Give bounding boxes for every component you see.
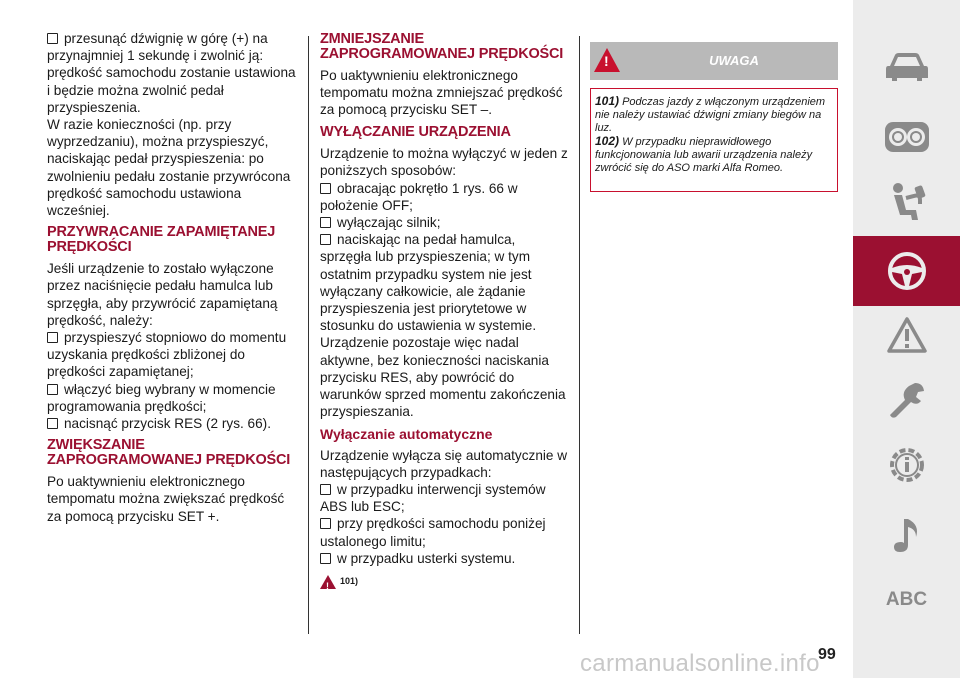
car-icon[interactable] [853,32,960,102]
warning-note: 102) W przypadku nieprawidłowego funkcjonowania lub awarii urządzenia należy zwrócić się do ASO marki Alfa Romeo. [595,134,813,174]
list-item: włączyć bieg wybrany w momencie programowania prędkości; [47,381,276,414]
section-heading: WYŁĄCZANIE URZĄDZENIA [320,123,511,140]
bullet-box-icon [47,332,58,343]
bullet-box-icon [47,418,58,429]
list-item: w przypadku interwencji systemów ABS lub ESC; [320,481,546,515]
dashboard-icon[interactable] [853,102,960,172]
middle-column [320,30,570,590]
bullet-box-icon [47,384,58,395]
page-number: 99 [818,646,836,663]
list-item: przy prędkości samochodu poniżej ustalonego limitu; [320,516,546,549]
music-note-icon[interactable] [853,500,960,570]
list-item: przyspieszyć stopniowo do momentu uzyskania prędkości zbliżonej do prędkości zapamiętanej; [47,330,287,380]
list-item: przesunąć dźwignię w górę (+) na przynajmniej 1 sekundę i zwolnić ją: prędkość samochodu zostanie ustawiona i będzie można zwolnić pedał przyspieszenia. [47,31,296,115]
warning-icon[interactable] [853,300,960,370]
column-divider [579,36,580,634]
paragraph: Po uaktywnieniu elektronicznego tempomatu można zmniejszać prędkość za pomocą przycisku SET –. [320,68,563,118]
warning-panel [590,42,838,192]
bullet-box-icon [320,234,331,245]
subsection-heading: Wyłączanie automatyczne [320,426,493,443]
info-gear-icon[interactable] [853,430,960,500]
seat-safety-icon[interactable] [853,167,960,237]
bullet-box-icon [47,33,58,44]
wrench-icon[interactable] [853,365,960,435]
warning-title: UWAGA [709,53,759,68]
list-item: naciskając na pedał hamulca, sprzęgła lub przyspieszenia; w tym ostatnim przypadku system nie jest wyłączany całkowicie, ale żądanie przyspieszenia jest priorytetowe w stosunku do ustawienia w systemie. Urządzenie pozostaje więc nadal aktywne, bez konieczności naciskania przycisku RES, aby powrócić do warunków sprzed momentu zakończenia przyspieszania. [320,232,566,420]
warning-header [590,42,838,80]
chapter-sidebar [853,0,960,678]
warning-icon: ! [320,575,336,589]
paragraph: Urządzenie to można wyłączyć w jeden z poniższych sposobów: [320,146,568,179]
abc-index-button[interactable]: ABC [885,589,928,610]
warning-note: 101) Podczas jazdy z włączonym urządzeniem nie należy ustawiać dźwigni zmiany biegów na luz. [595,94,826,134]
list-item: w przypadku usterki systemu. [320,550,570,567]
bullet-box-icon [320,484,331,495]
paragraph: Urządzenie wyłącza się automatycznie w następujących przypadkach: [320,447,568,480]
bullet-box-icon [320,183,331,194]
left-column [47,30,302,529]
list-item: obracając pokrętło 1 rys. 66 w położenie OFF; [320,180,518,213]
bullet-box-icon [320,553,331,564]
bullet-box-icon [320,518,331,529]
section-heading: ZWIĘKSZANIE ZAPROGRAMOWANEJ PRĘDKOŚCI [47,437,291,468]
warning-reference[interactable]: ! 101) [320,573,570,590]
warning-icon: ! [594,48,620,72]
watermark: carmanualsonline.info [580,650,820,677]
column-divider [308,36,309,634]
list-item: wyłączając silnik; [320,214,570,231]
paragraph: Po uaktywnieniu elektronicznego tempomatu można zwiększać prędkość za pomocą przycisku SET +. [47,474,285,524]
paragraph: W razie konieczności (np. przy wyprzedzaniu), można przyspieszyć, naciskając pedał przyspieszenia: po zwolnieniu pedału zostanie przywrócona prędkość samochodu ustawiona wcześniej. [47,117,291,219]
list-item: nacisnąć przycisk RES (2 rys. 66). [47,415,302,432]
section-heading: PRZYWRACANIE ZAPAMIĘTANEJ PRĘDKOŚCI [47,224,276,255]
warning-body [590,88,838,192]
bullet-box-icon [320,217,331,228]
section-heading: ZMNIEJSZANIE ZAPROGRAMOWANEJ PRĘDKOŚCI [320,31,564,62]
steering-wheel-icon[interactable] [853,236,960,306]
paragraph: Jeśli urządzenie to zostało wyłączone przez naciśnięcie pedału hamulca lub sprzęgła, aby przywrócić zapamiętaną prędkość, należy: [47,261,278,328]
